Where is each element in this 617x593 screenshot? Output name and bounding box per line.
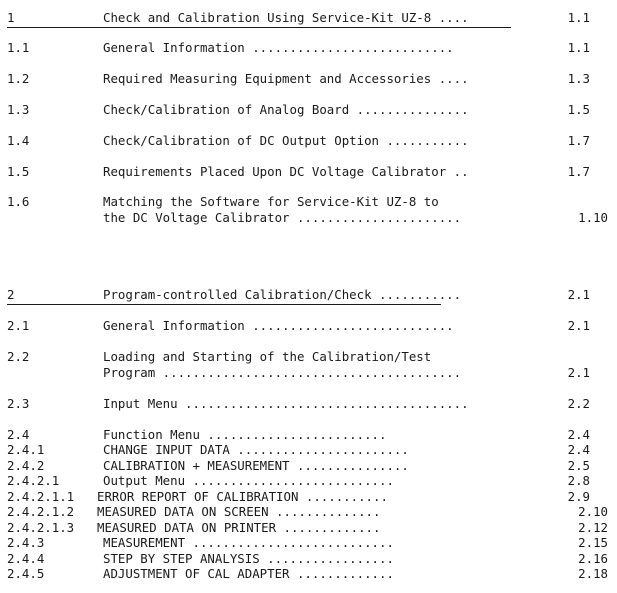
- toc-subentry: [0, 458, 617, 474]
- entry-page: 2.10: [578, 504, 608, 519]
- entry-page: 2.5: [567, 458, 590, 473]
- toc-subentry: [0, 473, 617, 489]
- section-number: 2: [7, 287, 15, 302]
- toc-entry: [0, 71, 617, 87]
- entry-number: 2.4.1: [7, 442, 45, 457]
- entry-number: 2.4.3: [7, 535, 45, 550]
- toc-subentry: [0, 535, 617, 551]
- entry-number: 1.6: [7, 194, 30, 209]
- entry-page: 2.18: [578, 566, 608, 581]
- entry-title: Output Menu ...........................: [103, 473, 394, 488]
- toc-entry: [0, 164, 617, 180]
- entry-number: 1.5: [7, 164, 30, 179]
- entry-title: MEASURED DATA ON PRINTER .............: [97, 520, 381, 535]
- toc-entry: [0, 396, 617, 412]
- toc-entry: [0, 133, 617, 149]
- entry-number: 2.4.2.1: [7, 473, 60, 488]
- entry-title: General Information ...........................: [103, 40, 454, 55]
- entry-page: 2.12: [578, 520, 608, 535]
- entry-page: 2.15: [578, 535, 608, 550]
- section-page: 1.1: [567, 10, 590, 25]
- entry-page: 1.5: [567, 102, 590, 117]
- toc-entry: [0, 102, 617, 118]
- entry-page: 1.3: [567, 71, 590, 86]
- toc-subentry: [0, 520, 617, 536]
- toc-subentry: [0, 427, 617, 443]
- entry-page: 2.1: [567, 318, 590, 333]
- entry-title: CALIBRATION + MEASUREMENT ...............: [103, 458, 409, 473]
- entry-title: ADJUSTMENT OF CAL ADAPTER .............: [103, 566, 394, 581]
- toc-entry: [0, 349, 617, 365]
- entry-title: Check/Calibration of Analog Board ...............: [103, 102, 469, 117]
- section-title: Program-controlled Calibration/Check ...........: [103, 287, 462, 302]
- entry-page: 2.1: [567, 365, 590, 380]
- toc-entry: [0, 318, 617, 334]
- entry-page: 1.1: [567, 40, 590, 55]
- toc-entry-continuation: [0, 365, 617, 381]
- entry-title: MEASURED DATA ON SCREEN ..............: [97, 504, 381, 519]
- entry-title: MEASUREMENT ...........................: [103, 535, 394, 550]
- toc-subentry: [0, 442, 617, 458]
- entry-number: 1.2: [7, 71, 30, 86]
- entry-number: 2.4.2.1.1: [7, 489, 75, 504]
- toc-subentry: [0, 551, 617, 567]
- entry-number: 2.3: [7, 396, 30, 411]
- toc-entry: [0, 40, 617, 56]
- toc-subentry: [0, 566, 617, 582]
- entry-page: 2.9: [567, 489, 590, 504]
- entry-page: 2.8: [567, 473, 590, 488]
- entry-number: 2.4: [7, 427, 30, 442]
- entry-title: Check/Calibration of DC Output Option ...........: [103, 133, 469, 148]
- section-title: Check and Calibration Using Service-Kit UZ-8 ....: [103, 10, 469, 25]
- entry-number: 2.4.2.1.2: [7, 504, 75, 519]
- entry-title: Requirements Placed Upon DC Voltage Calibrator ..: [103, 164, 469, 179]
- entry-title: Loading and Starting of the Calibration/Test: [103, 349, 432, 364]
- entry-number: 1.3: [7, 102, 30, 117]
- toc-entry: [0, 194, 617, 210]
- entry-title: General Information ...........................: [103, 318, 454, 333]
- section-2-underline: [7, 304, 441, 305]
- entry-page: 1.10: [578, 210, 608, 225]
- entry-title: Required Measuring Equipment and Accessories ....: [103, 71, 469, 86]
- entry-number: 2.4.4: [7, 551, 45, 566]
- entry-title: STEP BY STEP ANALYSIS .................: [103, 551, 394, 566]
- section-number: 1: [7, 10, 15, 25]
- toc-subentry: [0, 489, 617, 505]
- entry-title: CHANGE INPUT DATA .......................: [103, 442, 409, 457]
- entry-page: 2.4: [567, 427, 590, 442]
- entry-page: 1.7: [567, 133, 590, 148]
- entry-page: 2.16: [578, 551, 608, 566]
- section-page: 2.1: [567, 287, 590, 302]
- entry-number: 2.2: [7, 349, 30, 364]
- entry-number: 2.1: [7, 318, 30, 333]
- entry-number: 1.1: [7, 40, 30, 55]
- entry-page: 1.7: [567, 164, 590, 179]
- section-1-underline: [7, 27, 511, 28]
- entry-title: Matching the Software for Service-Kit UZ-8 to: [103, 194, 439, 209]
- entry-page: 2.4: [567, 442, 590, 457]
- entry-page: 2.2: [567, 396, 590, 411]
- section-2-heading: [0, 287, 617, 303]
- entry-title: the DC Voltage Calibrator ......................: [103, 210, 462, 225]
- section-1-heading: [0, 10, 617, 26]
- entry-number: 2.4.5: [7, 566, 45, 581]
- entry-title: Function Menu ........................: [103, 427, 387, 442]
- toc-subentry: [0, 504, 617, 520]
- entry-number: 1.4: [7, 133, 30, 148]
- entry-title: Program ........................................: [103, 365, 462, 380]
- toc-entry-continuation: [0, 210, 617, 226]
- entry-number: 2.4.2: [7, 458, 45, 473]
- entry-title: ERROR REPORT OF CALIBRATION ...........: [97, 489, 388, 504]
- entry-title: Input Menu ......................................: [103, 396, 469, 411]
- entry-number: 2.4.2.1.3: [7, 520, 75, 535]
